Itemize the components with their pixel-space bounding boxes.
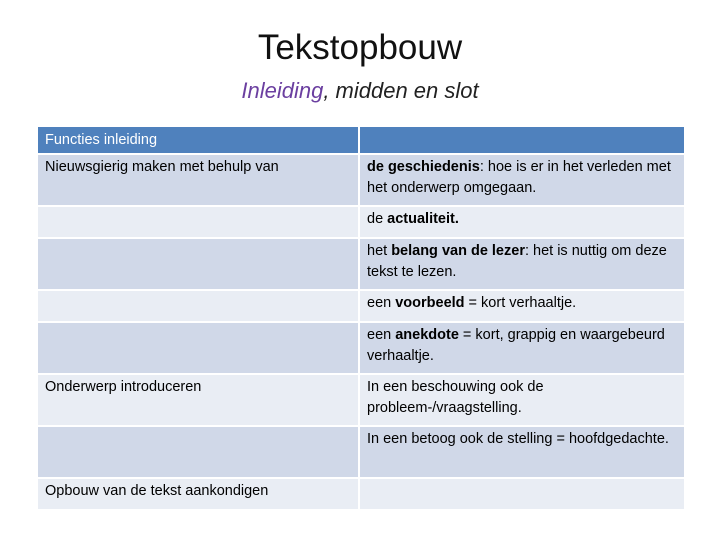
row-label: Onderwerp introduceren	[37, 374, 359, 426]
table-row	[37, 374, 685, 426]
table-row	[37, 478, 685, 510]
slide-subtitle	[0, 76, 720, 106]
bold-term: anekdote	[395, 327, 459, 343]
row-label	[37, 322, 359, 374]
row-label	[37, 290, 359, 322]
bold-term: actualiteit.	[387, 211, 459, 227]
row-description: een anekdote = kort, grappig en waargebeurd verhaaltje.	[359, 322, 685, 374]
table-row	[37, 426, 685, 478]
slide-title: Tekstopbouw	[257, 28, 463, 67]
row-description: de geschiedenis: hoe is er in het verleden met het onderwerp omgegaan.	[359, 154, 685, 206]
subtitle-accent: Inleiding	[241, 78, 324, 103]
row-label	[37, 206, 359, 238]
table-row	[37, 238, 685, 290]
table-header-row	[37, 126, 685, 154]
table-row	[37, 322, 685, 374]
row-description: de actualiteit.	[359, 206, 685, 238]
row-label	[37, 238, 359, 290]
table-row	[37, 154, 685, 206]
header-cell-left: Functies inleiding	[37, 126, 359, 154]
bold-term: voorbeeld	[395, 295, 465, 311]
row-description	[359, 478, 685, 510]
row-description: In een beschouwing ook de probleem-/vraagstelling.	[359, 374, 685, 426]
row-label: Opbouw van de tekst aankondigen	[37, 478, 359, 510]
row-description: In een betoog ook de stelling = hoofdgedachte.	[359, 426, 685, 478]
row-description: een voorbeeld = kort verhaaltje.	[359, 290, 685, 322]
row-description: het belang van de lezer: het is nuttig om deze tekst te lezen.	[359, 238, 685, 290]
header-cell-right	[359, 126, 685, 154]
table-row	[37, 290, 685, 322]
row-label: Nieuwsgierig maken met behulp van	[37, 154, 359, 206]
row-label	[37, 426, 359, 478]
table-row	[37, 206, 685, 238]
functions-table	[36, 125, 686, 511]
bold-term: belang van de lezer	[391, 243, 525, 259]
bold-term: de geschiedenis	[367, 159, 480, 175]
subtitle-rest: , midden en slot	[323, 78, 479, 103]
